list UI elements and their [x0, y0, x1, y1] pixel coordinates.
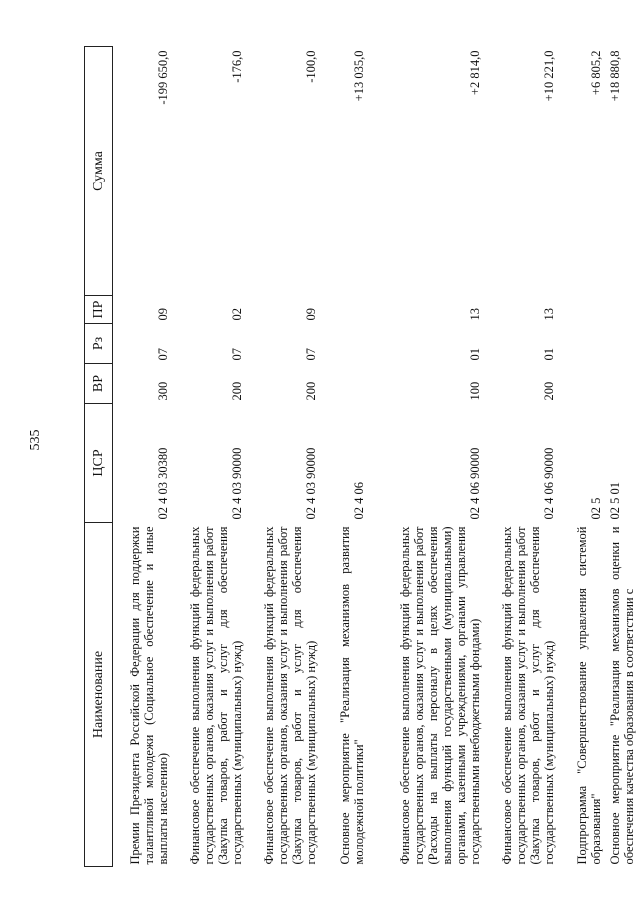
- cell-pr: 09: [304, 308, 318, 321]
- table-row: [247, 47, 321, 867]
- cell-name: Финансовое обеспечение выполнения функций федеральных государственных органов, оказания услуг и выполнения работ (Закупка товаров, работ и услуг для обеспечения государственных (муниципальных) нужд): [262, 526, 318, 865]
- cell-csr: 02 4 06 90000: [542, 447, 556, 520]
- cell-name: Финансовое обеспечение выполнения функций федеральных государственных органов, оказания услуг и выполнения работ (Расходы на выплаты персоналу в целях обеспечения выполнения функций государственными (муниципальными) органами, казенными учреждениями, органами управления государственными внебюджетными фондами): [398, 526, 482, 865]
- cell-csr: 02 4 03 90000: [230, 447, 244, 520]
- cell-pr: [606, 296, 640, 324]
- cell-name: Основное мероприятие "Реализация механизмов оценки и обеспечения качества образования в соответствии с: [608, 526, 636, 865]
- table-row: [485, 47, 559, 867]
- cell-csr: 02 4 06 90000: [468, 447, 482, 520]
- page-number: 535: [28, 429, 43, 451]
- cell-rz: 07: [156, 348, 170, 361]
- header-csr: ЦСР: [85, 404, 113, 523]
- cell-vr: 200: [542, 381, 556, 401]
- cell-rz: [321, 324, 369, 364]
- cell-vr: 200: [304, 381, 318, 401]
- table-row: [559, 47, 606, 867]
- cell-rz: 01: [468, 348, 482, 361]
- cell-pr: 09: [156, 308, 170, 321]
- cell-rz: 01: [542, 348, 556, 361]
- budget-table-rotated: [84, 47, 636, 867]
- header-pr: ПР: [85, 296, 113, 324]
- table-header-row: [85, 47, 113, 867]
- cell-sum: -199 650,0: [156, 50, 170, 105]
- cell-pr: 02: [230, 308, 244, 321]
- cell-vr: [321, 364, 369, 404]
- cell-csr: 02 5 01: [608, 482, 622, 520]
- cell-name: Премии Президента Российской Федерации для поддержки талантливой молодежи (Социальное обеспечение и иные выплаты населению): [128, 526, 170, 865]
- cell-vr: [606, 364, 640, 404]
- cell-name: Подпрограмма "Совершенствование управления системой образования": [575, 526, 603, 865]
- cell-name: Основное мероприятие "Реализация механизмов развития молодежной политики": [338, 526, 366, 865]
- cell-vr: [559, 364, 606, 404]
- table-row: [321, 47, 369, 867]
- cell-csr: 02 4 06: [352, 482, 366, 520]
- cell-pr: 13: [468, 308, 482, 321]
- table-row: [369, 47, 485, 867]
- cell-sum: +13 035,0: [352, 50, 366, 102]
- cell-rz: [606, 324, 640, 364]
- table-row: [173, 47, 247, 867]
- cell-vr: 200: [230, 381, 244, 401]
- cell-pr: [559, 296, 606, 324]
- table-row: [606, 47, 640, 867]
- cell-sum: +6 805,2: [589, 50, 603, 96]
- budget-table: [84, 46, 640, 867]
- cell-pr: [321, 296, 369, 324]
- cell-csr: 02 5: [589, 497, 603, 520]
- cell-csr: 02 4 03 90000: [304, 447, 318, 520]
- cell-pr: 13: [542, 308, 556, 321]
- cell-vr: 100: [468, 381, 482, 401]
- cell-sum: -176,0: [230, 50, 244, 83]
- cell-rz: 07: [230, 348, 244, 361]
- cell-sum: +10 221,0: [542, 50, 556, 102]
- header-vr: ВР: [85, 364, 113, 404]
- table-row: [113, 47, 174, 867]
- header-name: Наименование: [85, 523, 113, 867]
- cell-vr: 300: [156, 381, 170, 401]
- header-rz: Рз: [85, 324, 113, 364]
- cell-sum: +18 880,8: [608, 50, 622, 102]
- cell-rz: [559, 324, 606, 364]
- cell-name: Финансовое обеспечение выполнения функций федеральных государственных органов, оказания услуг и выполнения работ (Закупка товаров, работ и услуг для обеспечения государственных (муниципальных) нужд): [188, 526, 244, 865]
- cell-rz: 07: [304, 348, 318, 361]
- cell-name: Финансовое обеспечение выполнения функций федеральных государственных органов, оказания услуг и выполнения работ (Закупка товаров, работ и услуг для обеспечения государственных (муниципальных) нужд): [500, 526, 556, 865]
- cell-csr: 02 4 03 30380: [156, 447, 170, 520]
- cell-sum: +2 814,0: [468, 50, 482, 96]
- cell-sum: -100,0: [304, 50, 318, 83]
- header-sum: Сумма: [85, 47, 113, 296]
